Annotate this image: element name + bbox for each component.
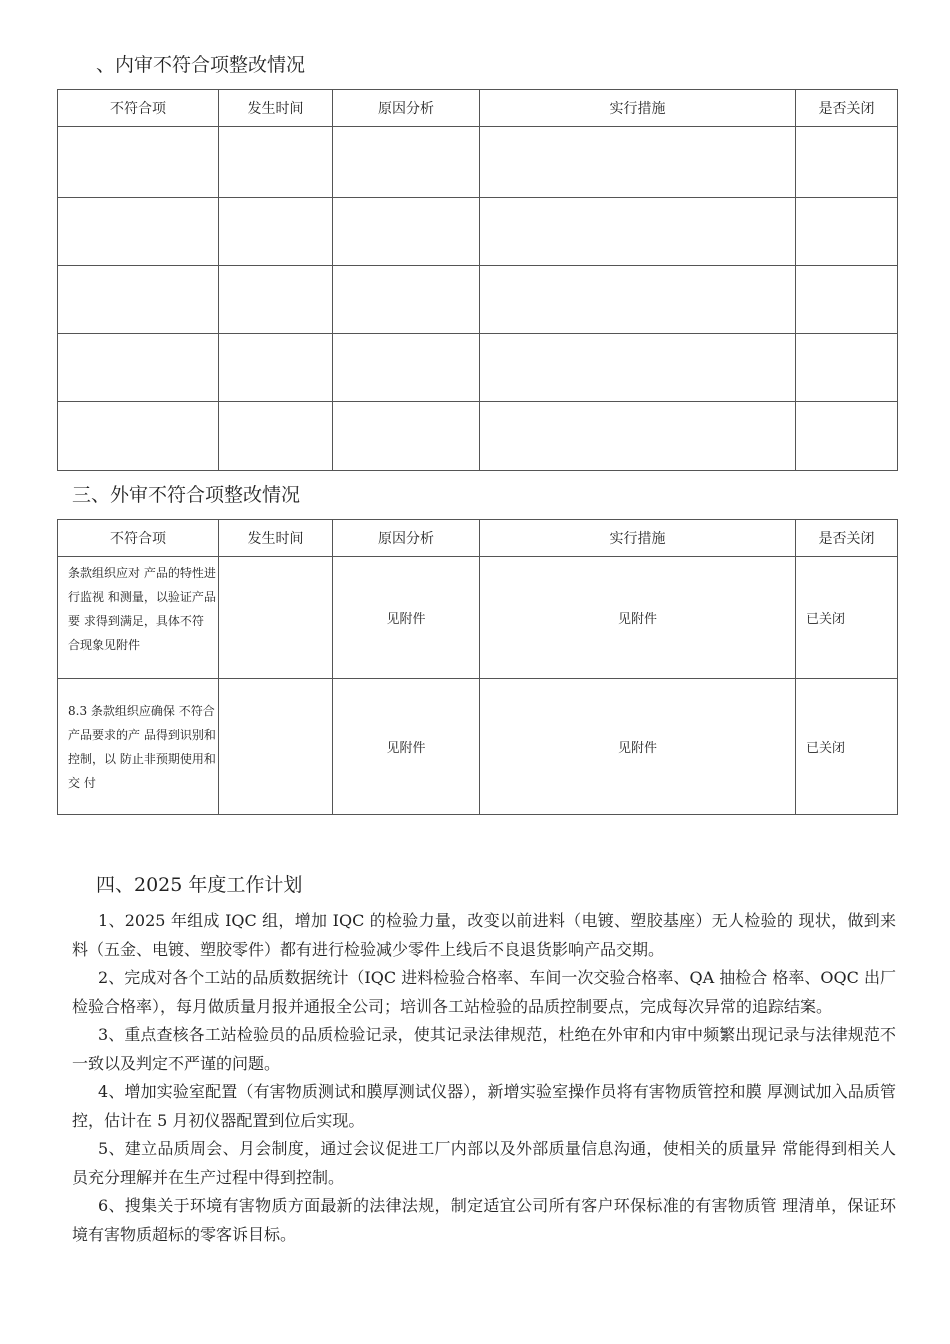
- time-cell: [219, 557, 333, 679]
- external-audit-table: [57, 519, 898, 815]
- plan-item: 2、完成对各个工站的品质数据统计（IQC 进料检验合格率、车间一次交验合格率、QA 抽检合 格率、OQC 出厂检验合格率），每月做质量月报并通报全公司；培训各工站检验的品质控制要点，完成每次异常的追踪结案。: [72, 968, 896, 1016]
- cause-cell: 见附件: [333, 557, 480, 679]
- table-header-row: [58, 90, 898, 127]
- plan-item: 3、重点查核各工站检验员的品质检验记录，使其记录法律规范，杜绝在外审和内审中频繁出现记录与法律规范不一致以及判定不严谨的问题。: [72, 1025, 896, 1073]
- internal-audit-table: [57, 89, 898, 471]
- table-row: [58, 266, 898, 334]
- measure-cell: 见附件: [480, 557, 796, 679]
- table-row: [58, 679, 898, 815]
- table-row: [58, 557, 898, 679]
- header-item: 不符合项: [58, 520, 219, 557]
- cause-cell: 见附件: [333, 679, 480, 815]
- header-item: 不符合项: [58, 90, 219, 127]
- plan-item: 5、建立品质周会、月会制度，通过会议促进工厂内部以及外部质量信息沟通，使相关的质量异 常能得到相关人员充分理解并在生产过程中得到控制。: [72, 1139, 896, 1187]
- time-cell: [219, 679, 333, 815]
- header-cause: 原因分析: [333, 520, 480, 557]
- section2-title: 、内审不符合项整改情况: [96, 54, 306, 76]
- header-time: 发生时间: [219, 90, 333, 127]
- section3-title: 三、外审不符合项整改情况: [72, 484, 301, 506]
- table-header-row: [58, 520, 898, 557]
- table-row: [58, 334, 898, 402]
- closed-cell: 已关闭: [796, 679, 898, 815]
- plan-item: 4、增加实验室配置（有害物质测试和膜厚测试仪器），新增实验室操作员将有害物质管控和膜 厚测试加入品质管控，估计在 5 月初仪器配置到位后实现。: [72, 1082, 896, 1130]
- plan-item: 1、2025 年组成 IQC 组，增加 IQC 的检验力量，改变以前进料（电镀、塑胶基座）无人检验的 现状，做到来料（五金、电镀、塑胶零件）都有进行检验减少零件上线后不良退货影响产品交期。: [72, 911, 896, 959]
- plan-item: 6、搜集关于环境有害物质方面最新的法律法规，制定适宜公司所有客户环保标准的有害物质管 理清单，保证环境有害物质超标的零客诉目标。: [72, 1196, 896, 1244]
- closed-cell: 已关闭: [796, 557, 898, 679]
- nonconformity-cell: 8.3 条款组织应确保 不符合产品要求的产 品得到识别和控制，以 防止非预期使用和交 付: [58, 679, 219, 815]
- work-plan-list: [72, 907, 896, 1249]
- nonconformity-cell: 条款组织应对 产品的特性进行监视 和测量，以验证产品要 求得到满足，具体不符 合现象见附件: [58, 557, 219, 679]
- section4-title: 四、2025 年度工作计划: [96, 874, 303, 896]
- header-measure: 实行措施: [480, 520, 796, 557]
- header-closed: 是否关闭: [796, 90, 898, 127]
- measure-cell: 见附件: [480, 679, 796, 815]
- header-measure: 实行措施: [480, 90, 796, 127]
- header-time: 发生时间: [219, 520, 333, 557]
- table-row: [58, 402, 898, 471]
- table-row: [58, 198, 898, 266]
- header-closed: 是否关闭: [796, 520, 898, 557]
- header-cause: 原因分析: [333, 90, 480, 127]
- table-row: [58, 127, 898, 198]
